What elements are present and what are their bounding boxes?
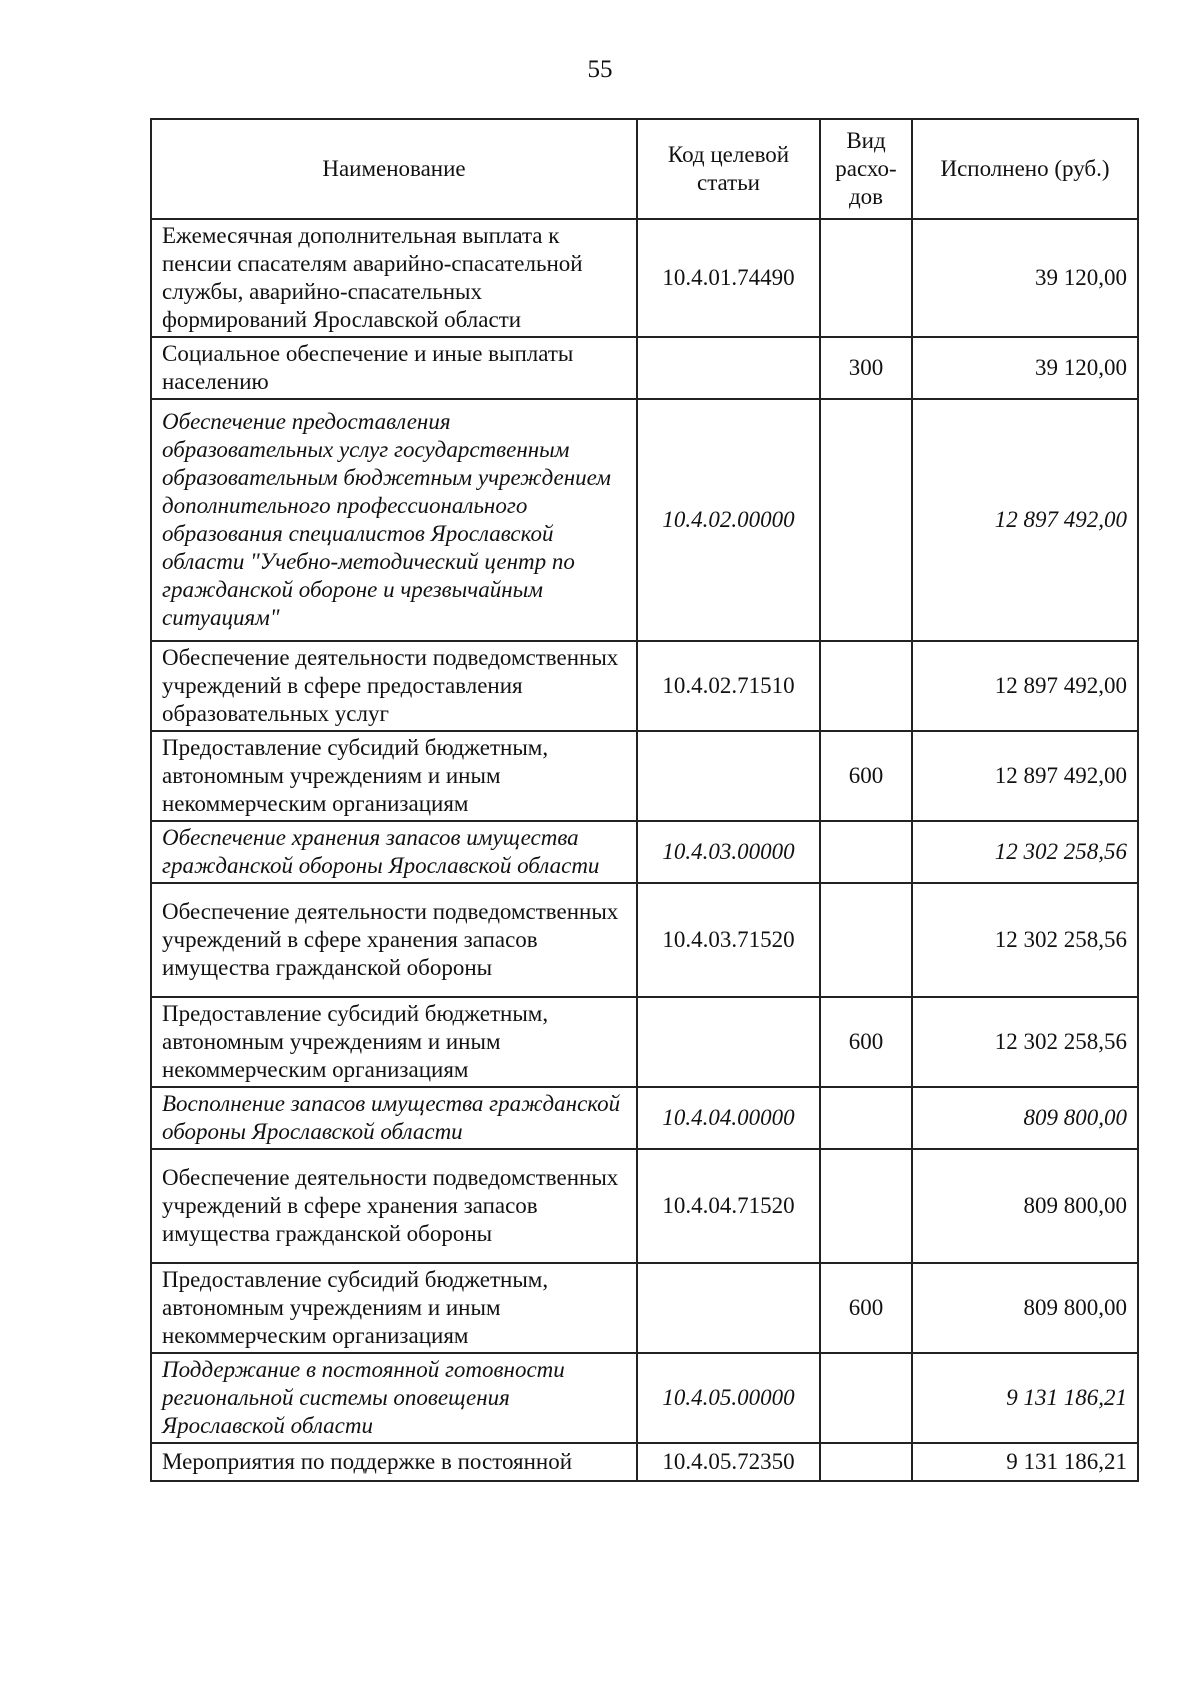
row-code-cell bbox=[637, 1263, 820, 1353]
row-name-cell: Предоставление субсидий бюджетным, автономным учреждениям и иным некоммерческим организациям bbox=[151, 731, 637, 821]
row-code-cell: 10.4.01.74490 bbox=[637, 219, 820, 337]
row-sum-cell: 12 897 492,00 bbox=[912, 399, 1138, 641]
row-sum-cell: 12 897 492,00 bbox=[912, 641, 1138, 731]
row-code-cell: 10.4.03.71520 bbox=[637, 883, 820, 997]
row-sum-cell: 9 131 186,21 bbox=[912, 1353, 1138, 1443]
table-row bbox=[151, 731, 1138, 821]
table-row bbox=[151, 1087, 1138, 1149]
row-code-cell bbox=[637, 731, 820, 821]
row-sum-cell: 809 800,00 bbox=[912, 1263, 1138, 1353]
row-code-cell: 10.4.04.00000 bbox=[637, 1087, 820, 1149]
row-sum-cell: 12 302 258,56 bbox=[912, 997, 1138, 1087]
row-code-cell: 10.4.05.72350 bbox=[637, 1443, 820, 1481]
row-kind-cell: 600 bbox=[820, 731, 912, 821]
table-row bbox=[151, 337, 1138, 399]
row-kind-cell bbox=[820, 821, 912, 883]
table-header-row bbox=[151, 119, 1138, 219]
row-kind-cell bbox=[820, 883, 912, 997]
row-name-cell: Предоставление субсидий бюджетным, автономным учреждениям и иным некоммерческим организациям bbox=[151, 1263, 637, 1353]
row-sum-cell: 9 131 186,21 bbox=[912, 1443, 1138, 1481]
row-kind-cell bbox=[820, 1087, 912, 1149]
table-row bbox=[151, 821, 1138, 883]
row-name-cell: Поддержание в постоянной готовности региональной системы оповещения Ярославской области bbox=[151, 1353, 637, 1443]
row-kind-cell bbox=[820, 1443, 912, 1481]
row-sum-cell: 39 120,00 bbox=[912, 337, 1138, 399]
row-name-cell: Ежемесячная дополнительная выплата к пенсии спасателям аварийно-спасательной службы, аварийно-спасательных формирований Ярославской области bbox=[151, 219, 637, 337]
table-row bbox=[151, 1443, 1138, 1481]
row-kind-cell: 600 bbox=[820, 1263, 912, 1353]
header-kind: Вид расхо-дов bbox=[820, 119, 912, 219]
row-name-cell: Мероприятия по поддержке в постоянной bbox=[151, 1443, 637, 1481]
row-kind-cell bbox=[820, 1353, 912, 1443]
row-name-cell: Обеспечение хранения запасов имущества гражданской обороны Ярославской области bbox=[151, 821, 637, 883]
row-kind-cell bbox=[820, 1149, 912, 1263]
row-sum-cell: 809 800,00 bbox=[912, 1149, 1138, 1263]
header-name: Наименование bbox=[151, 119, 637, 219]
row-kind-cell bbox=[820, 399, 912, 641]
row-code-cell: 10.4.05.00000 bbox=[637, 1353, 820, 1443]
header-code: Код целевой статьи bbox=[637, 119, 820, 219]
row-name-cell: Обеспечение предоставления образовательных услуг государственным образовательным бюджетным учреждением дополнительного профессионального образования специалистов Ярославской области "Учебно-методический центр по гражданской обороне и чрезвычайным ситуациям" bbox=[151, 399, 637, 641]
table-body bbox=[151, 219, 1138, 1481]
row-name-cell: Восполнение запасов имущества гражданской обороны Ярославской области bbox=[151, 1087, 637, 1149]
row-name-cell: Обеспечение деятельности подведомственных учреждений в сфере хранения запасов имущества гражданской обороны bbox=[151, 1149, 637, 1263]
table-row bbox=[151, 997, 1138, 1087]
row-sum-cell: 12 302 258,56 bbox=[912, 821, 1138, 883]
table-row bbox=[151, 883, 1138, 997]
table-row bbox=[151, 641, 1138, 731]
table-row bbox=[151, 1263, 1138, 1353]
row-code-cell: 10.4.02.71510 bbox=[637, 641, 820, 731]
table-row bbox=[151, 219, 1138, 337]
row-code-cell: 10.4.04.71520 bbox=[637, 1149, 820, 1263]
row-name-cell: Обеспечение деятельности подведомственных учреждений в сфере предоставления образовательных услуг bbox=[151, 641, 637, 731]
row-name-cell: Предоставление субсидий бюджетным, автономным учреждениям и иным некоммерческим организациям bbox=[151, 997, 637, 1087]
row-sum-cell: 12 302 258,56 bbox=[912, 883, 1138, 997]
table-row bbox=[151, 1353, 1138, 1443]
row-kind-cell bbox=[820, 641, 912, 731]
row-name-cell: Обеспечение деятельности подведомственных учреждений в сфере хранения запасов имущества гражданской обороны bbox=[151, 883, 637, 997]
row-code-cell: 10.4.03.00000 bbox=[637, 821, 820, 883]
header-sum: Исполнено (руб.) bbox=[912, 119, 1138, 219]
row-sum-cell: 39 120,00 bbox=[912, 219, 1138, 337]
table-row bbox=[151, 399, 1138, 641]
row-kind-cell bbox=[820, 219, 912, 337]
row-kind-cell: 300 bbox=[820, 337, 912, 399]
row-name-cell: Социальное обеспечение и иные выплаты населению bbox=[151, 337, 637, 399]
row-code-cell: 10.4.02.00000 bbox=[637, 399, 820, 641]
expenditure-table bbox=[150, 118, 1139, 1482]
page-number: 55 bbox=[587, 56, 613, 83]
row-code-cell bbox=[637, 337, 820, 399]
table-row bbox=[151, 1149, 1138, 1263]
row-code-cell bbox=[637, 997, 820, 1087]
row-sum-cell: 12 897 492,00 bbox=[912, 731, 1138, 821]
row-kind-cell: 600 bbox=[820, 997, 912, 1087]
row-sum-cell: 809 800,00 bbox=[912, 1087, 1138, 1149]
